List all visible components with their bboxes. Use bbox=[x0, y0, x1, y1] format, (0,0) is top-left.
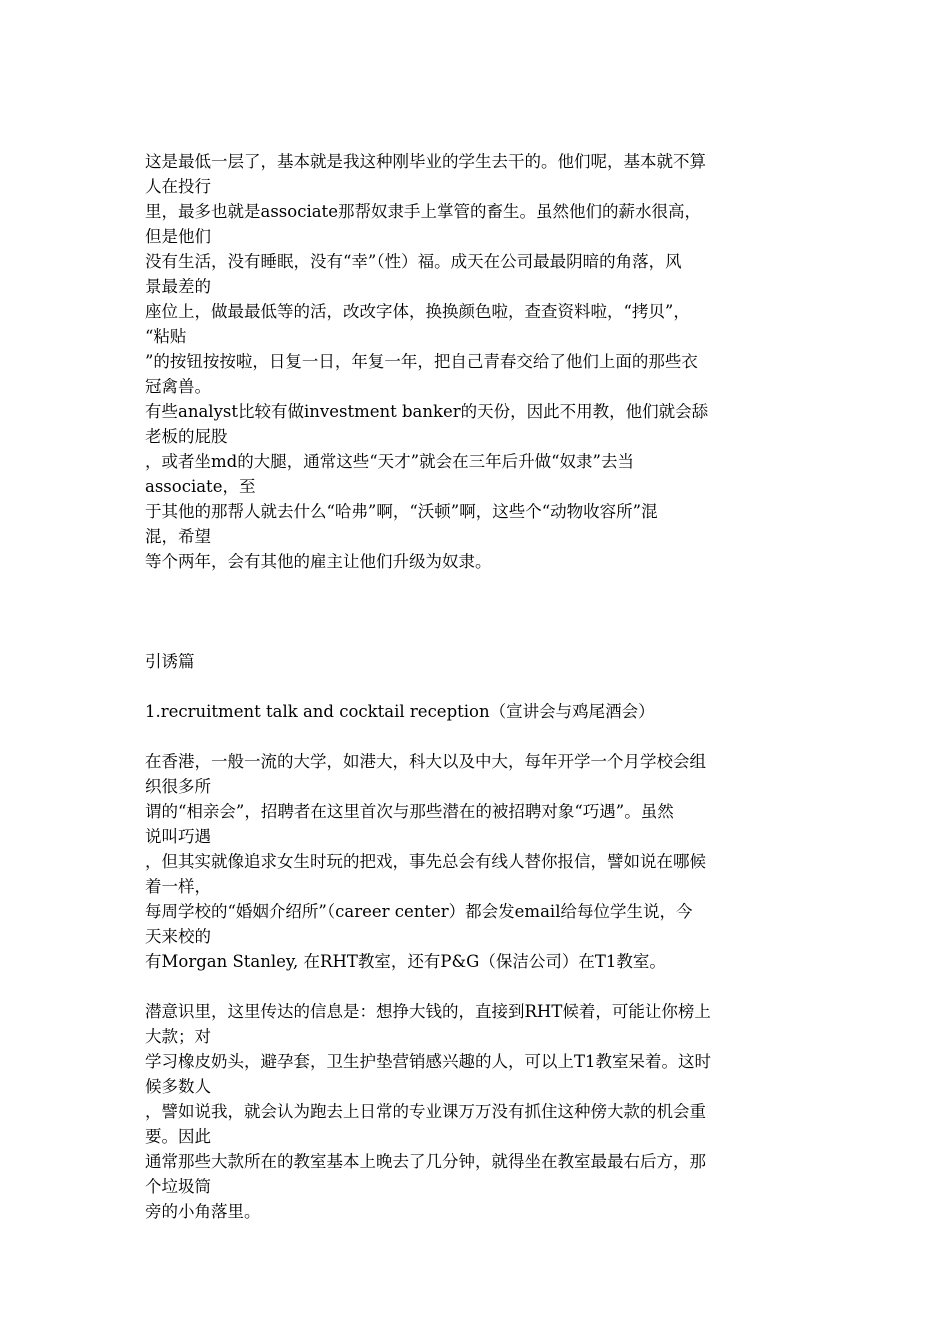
text-line: 等个两年，会有其他的雇主让他们升级为奴隶。 bbox=[145, 552, 492, 571]
text-line: 里，最多也就是associate那帮奴隶手上掌管的畜生。虽然他们的薪水很高， bbox=[145, 202, 701, 221]
text-line: 但是他们 bbox=[145, 227, 211, 246]
text-line: 通常那些大款所在的教室基本上晚去了几分钟，就得坐在教室最最右后方，那 bbox=[145, 1152, 706, 1171]
text-line: 没有生活，没有睡眠，没有“幸”（性）福。成天在公司最最阴暗的角落，风 bbox=[145, 252, 682, 271]
text-line: 人在投行 bbox=[145, 177, 211, 196]
text-line: 座位上，做最最低等的活，改改字体，换换颜色啦，查查资料啦，“拷贝”， bbox=[145, 302, 690, 321]
blank-space bbox=[145, 574, 810, 649]
text-line: 于其他的那帮人就去什么“哈弗”啊，“沃顿”啊，这些个“动物收容所”混 bbox=[145, 502, 658, 521]
text-line: 要。因此 bbox=[145, 1127, 211, 1146]
text-line: 候多数人 bbox=[145, 1077, 211, 1096]
text-line: 这是最低一层了，基本就是我这种刚毕业的学生去干的。他们呢，基本就不算 bbox=[145, 152, 706, 171]
blank-line bbox=[145, 724, 810, 749]
text-line: 着一样， bbox=[145, 877, 211, 896]
text-line: 有Morgan Stanley, 在RHT教室，还有P&G（保洁公司）在T1教室。 bbox=[145, 952, 666, 971]
text-line: 织很多所 bbox=[145, 777, 211, 796]
text-line: associate，至 bbox=[145, 477, 256, 496]
text-line: 潜意识里，这里传达的信息是：想挣大钱的，直接到RHT候着，可能让你榜上 bbox=[145, 1002, 711, 1021]
section-title: 引诱篇 bbox=[145, 652, 195, 671]
text-line: 每周学校的“婚姻介绍所”（career center）都会发email给每位学生说，今 bbox=[145, 902, 693, 921]
text-line: ”的按钮按按啦，日复一日，年复一年，把自己青春交给了他们上面的那些衣 bbox=[145, 352, 698, 371]
paragraph-recruitment bbox=[145, 749, 810, 974]
subsection-title: 1.recruitment talk and cocktail reception（宣讲会与鸡尾酒会） bbox=[145, 702, 655, 721]
text-line: 天来校的 bbox=[145, 927, 211, 946]
text-line: 旁的小角落里。 bbox=[145, 1202, 261, 1221]
blank-line bbox=[145, 974, 810, 999]
text-line: 景最差的 bbox=[145, 277, 211, 296]
text-line: 学习橡皮奶头，避孕套，卫生护垫营销感兴趣的人，可以上T1教室呆着。这时 bbox=[145, 1052, 712, 1071]
paragraph-subconscious bbox=[145, 999, 810, 1224]
paragraph-analyst bbox=[145, 149, 810, 574]
text-line: 谓的“相亲会”，招聘者在这里首次与那些潜在的被招聘对象“巧遇”。虽然 bbox=[145, 802, 674, 821]
text-line: 在香港，一般一流的大学，如港大，科大以及中大，每年开学一个月学校会组 bbox=[145, 752, 706, 771]
text-line: 有些analyst比较有做investment banker的天份，因此不用教，他们就会舔 bbox=[145, 402, 709, 421]
text-line: ，但其实就像追求女生时玩的把戏，事先总会有线人替你报信，譬如说在哪候 bbox=[145, 852, 706, 871]
text-line: ，或者坐md的大腿，通常这些“天才”就会在三年后升做“奴隶”去当 bbox=[145, 452, 634, 471]
text-line: 说叫巧遇 bbox=[145, 827, 211, 846]
text-line: 大款；对 bbox=[145, 1027, 211, 1046]
text-line: 混，希望 bbox=[145, 527, 211, 546]
text-line: 冠禽兽。 bbox=[145, 377, 211, 396]
document-body bbox=[145, 149, 810, 1224]
text-line: ，譬如说我，就会认为跑去上日常的专业课万万没有抓住这种傍大款的机会重 bbox=[145, 1102, 706, 1121]
text-line: 老板的屁股 bbox=[145, 427, 228, 446]
blank-line bbox=[145, 674, 810, 699]
text-line: “粘贴 bbox=[145, 327, 187, 346]
text-line: 个垃圾筒 bbox=[145, 1177, 211, 1196]
